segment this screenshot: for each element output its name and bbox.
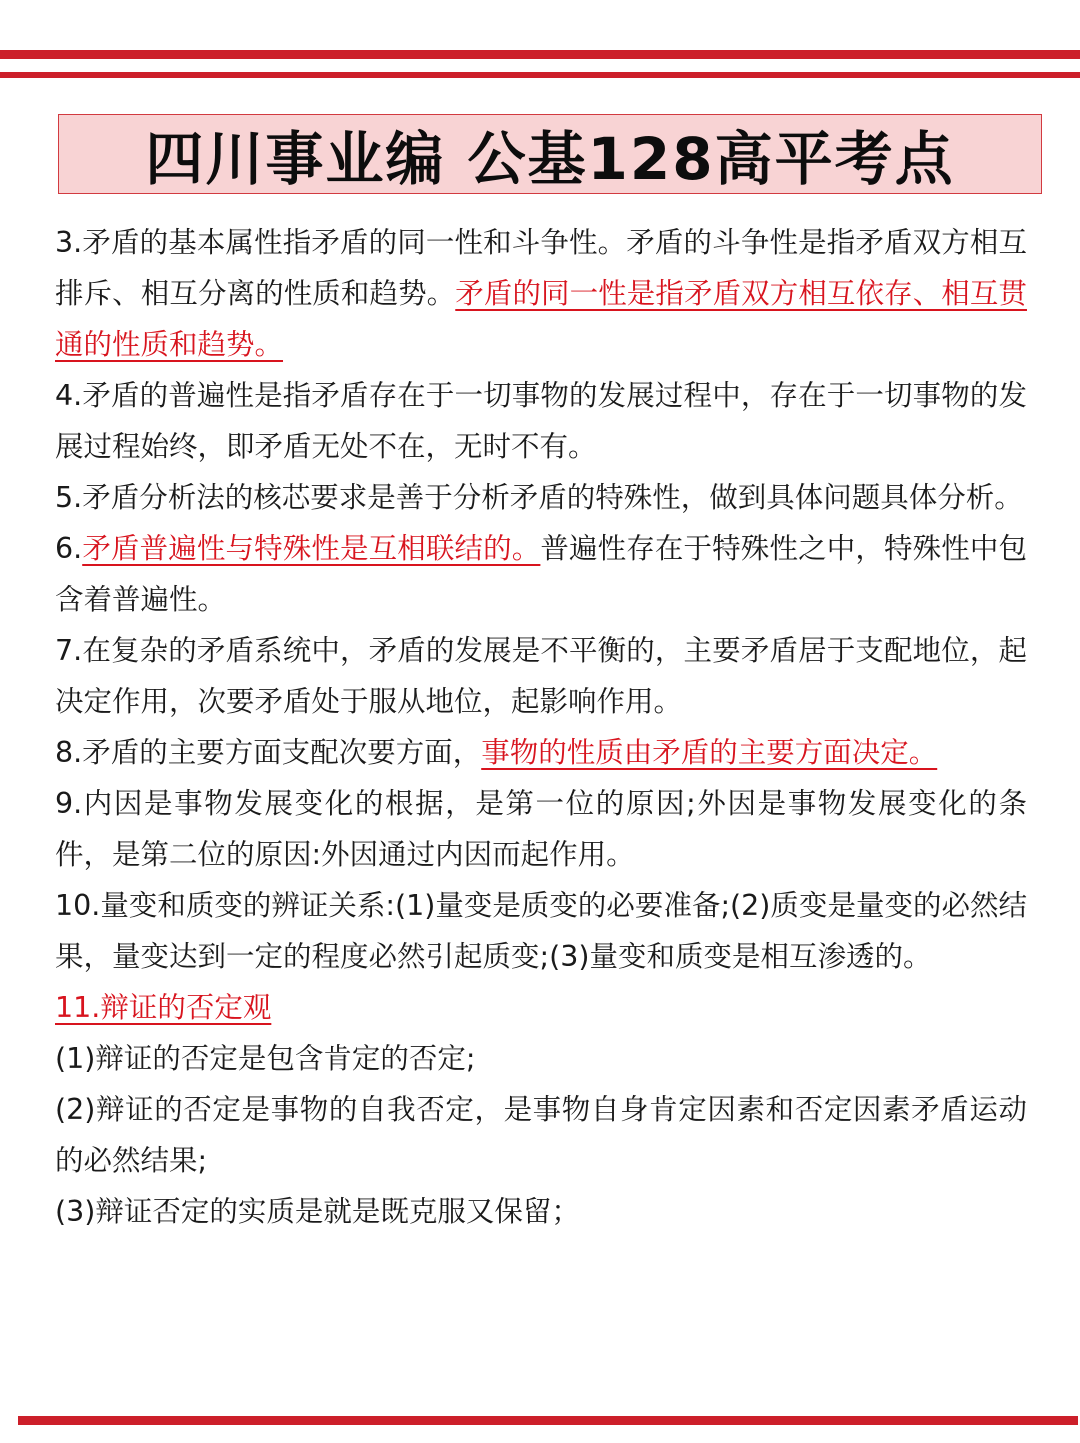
point-11-sub-3: (3)辩证否定的实质是就是既克服又保留； [55,1195,580,1228]
point-8-highlight: 事物的性质由矛盾的主要方面决定。 [481,736,938,769]
point-7: 7.在复杂的矛盾系统中，矛盾的发展是不平衡的，主要矛盾居于支配地位，起决定作用，次要矛盾处于服从地位，起影响作用。 [55,634,1027,718]
point-3 [55,217,1027,370]
point-8 [55,727,1027,778]
point-3-highlight: 矛盾的同一性是指矛盾双方相互依存、相互贯通的性质和趋势。 [55,277,1027,361]
point-11-heading-text: 11.辩证的否定观 [55,991,272,1024]
title-banner [58,114,1042,194]
page-title: 四川事业编 公基128高平考点 [145,125,955,193]
point-10: 10.量变和质变的辨证关系:(1)量变是质变的必要准备;(2)质变是量变的必然结果，量变达到一定的程度必然引起质变;(3)量变和质变是相互渗透的。 [55,889,1027,973]
point-11-sub-2: (2)辩证的否定是事物的自我否定，是事物自身肯定因素和否定因素矛盾运动的必然结果; [55,1093,1027,1177]
top-stripe-thin [0,72,1080,78]
point-11-sub-1: (1)辩证的否定是包含肯定的否定; [55,1042,476,1075]
point-6 [55,523,1027,625]
point-6-text: 普遍性存在于特殊性之中，特殊性中包含着普遍性。 [55,532,1027,616]
point-3-text: 3.矛盾的基本属性指矛盾的同一性和斗争性。矛盾的斗争性是指矛盾双方相互排斥、相互分离的性质和趋势。 [55,226,1027,310]
bottom-stripe [18,1416,1078,1425]
top-stripe-thick [0,50,1080,59]
point-9: 9.内因是事物发展变化的根据，是第一位的原因;外因是事物发展变化的条件，是第二位的原因:外因通过内因而起作用。 [55,787,1027,871]
notes-body [55,217,1027,1237]
point-6-highlight: 矛盾普遍性与特殊性是互相联结的。 [82,532,541,565]
point-8-text: 8.矛盾的主要方面支配次要方面， [55,736,482,769]
point-6-number: 6. [55,532,83,565]
point-5: 5.矛盾分析法的核芯要求是善于分析矛盾的特殊性，做到具体问题具体分析。 [55,481,1023,514]
point-11-heading [55,982,1027,1033]
point-4: 4.矛盾的普遍性是指矛盾存在于一切事物的发展过程中，存在于一切事物的发展过程始终，即矛盾无处不在，无时不有。 [55,379,1027,463]
